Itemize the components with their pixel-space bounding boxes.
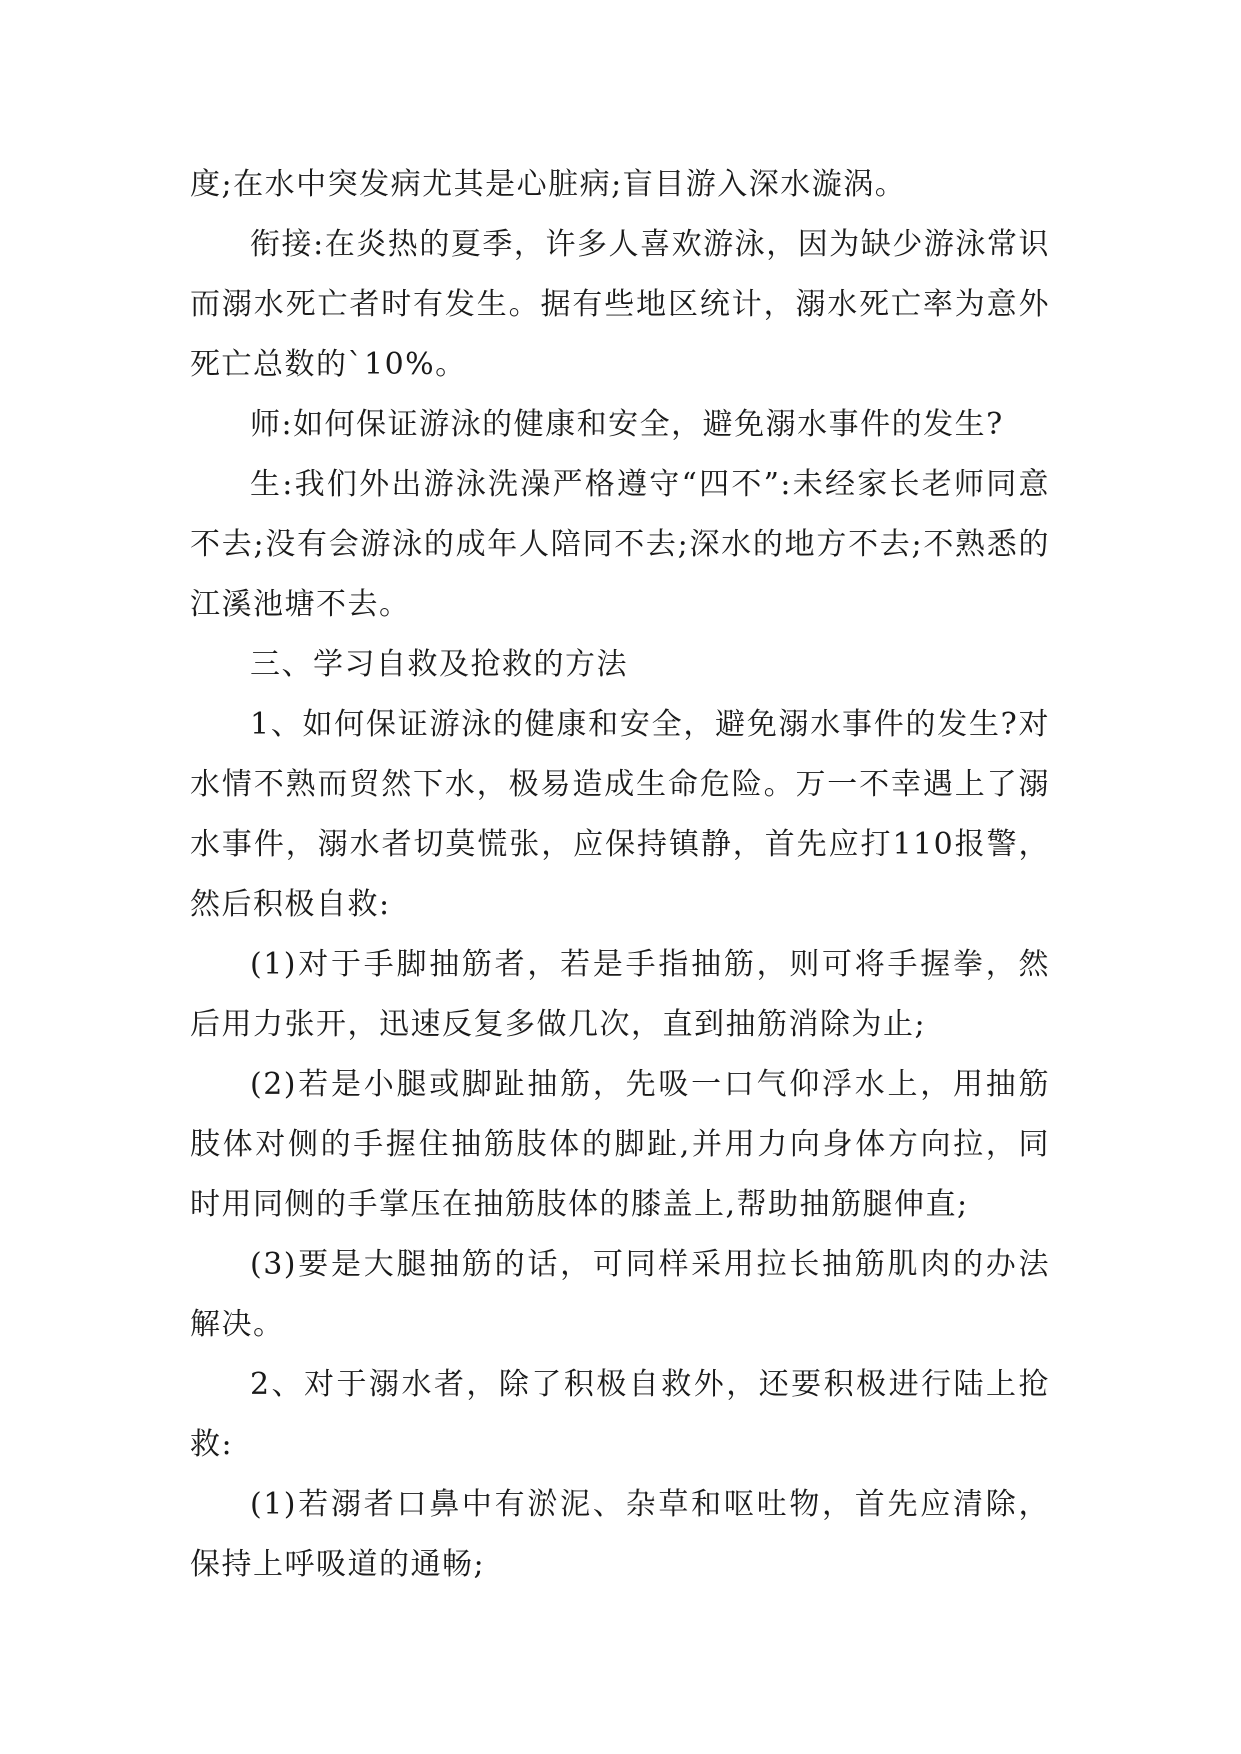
paragraph-student-answer: 生:我们外出游泳洗澡严格遵守“四不”:未经家长老师同意不去;没有会游泳的成年人陪同不去;深水的地方不去;不熟悉的江溪池塘不去。	[190, 467, 1050, 622]
paragraph-subitem-1-3: (3)要是大腿抽筋的话，可同样采用拉长抽筋肌肉的办法解决。	[190, 1247, 1050, 1342]
paragraph-continuation: 度;在水中突发病尤其是心脏病;盲目游入深水漩涡。	[190, 167, 907, 202]
paragraph-subitem-1-2: (2)若是小腿或脚趾抽筋，先吸一口气仰浮水上，用抽筋肢体对侧的手握住抽筋肢体的脚趾,并用力向身体方向拉，同时用同侧的手掌压在抽筋肢体的膝盖上,帮助抽筋腿伸直;	[190, 1067, 1050, 1222]
paragraph-subitem-1-1: (1)对于手脚抽筋者，若是手指抽筋，则可将手握拳，然后用力张开，迅速反复多做几次，直到抽筋消除为止;	[190, 947, 1050, 1042]
paragraph-subitem-2-1: (1)若溺者口鼻中有淤泥、杂草和呕吐物，首先应清除，保持上呼吸道的通畅;	[190, 1487, 1050, 1582]
paragraph-transition: 衔接:在炎热的夏季，许多人喜欢游泳，因为缺少游泳常识而溺水死亡者时有发生。据有些地区统计，溺水死亡率为意外死亡总数的`10%。	[190, 227, 1050, 382]
paragraph-item-1: 1、如何保证游泳的健康和安全，避免溺水事件的发生?对水情不熟而贸然下水，极易造成生命危险。万一不幸遇上了溺水事件，溺水者切莫慌张，应保持镇静，首先应打110报警，然后积极自救:	[190, 707, 1050, 922]
paragraph-item-2: 2、对于溺水者，除了积极自救外，还要积极进行陆上抢救:	[190, 1367, 1050, 1462]
document-body	[190, 155, 1050, 1595]
paragraph-teacher-question: 师:如何保证游泳的健康和安全，避免溺水事件的发生?	[250, 407, 1004, 442]
section-heading: 三、学习自救及抢救的方法	[250, 647, 628, 682]
